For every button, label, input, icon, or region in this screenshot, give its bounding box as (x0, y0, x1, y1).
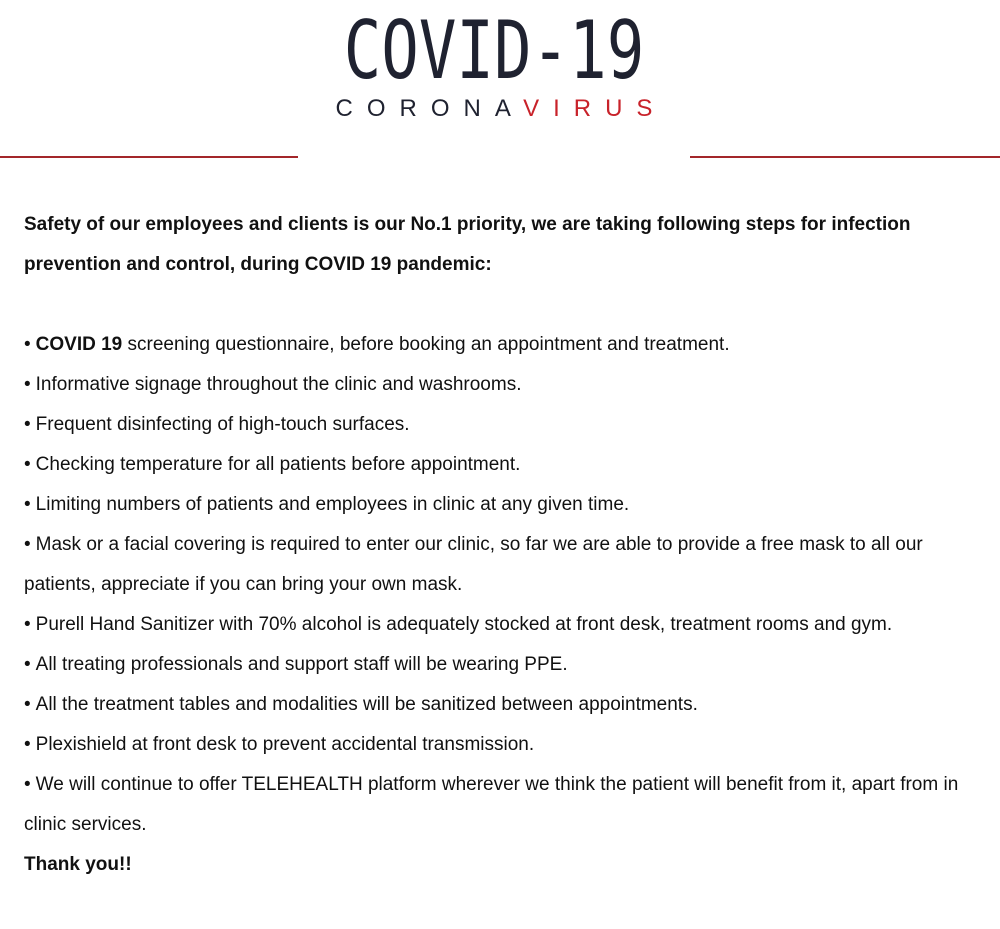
bullet-icon: • (24, 654, 31, 675)
bullet-icon: • (24, 774, 31, 795)
measures-list (24, 325, 984, 845)
bullet-icon: • (24, 414, 31, 435)
list-item (24, 765, 984, 845)
bullet-icon: • (24, 614, 31, 635)
list-item (24, 725, 984, 765)
list-item (24, 525, 984, 605)
list-item-bold: COVID 19 (35, 334, 123, 355)
list-item-text: Purell Hand Sanitizer with 70% alcohol is adequately stocked at front desk, treatment rooms and gym. (35, 614, 893, 635)
logo-subtitle (298, 94, 690, 124)
list-item-text: screening questionnaire, before booking an appointment and treatment. (122, 334, 730, 355)
list-item (24, 445, 984, 485)
header (0, 0, 1000, 170)
list-item-text: Mask or a facial covering is required to enter our clinic, so far we are able to provide a free mask to all our patients, appreciate if you can bring your own mask. (24, 534, 923, 595)
bullet-icon: • (24, 374, 31, 395)
intro-statement: Safety of our employees and clients is our No.1 priority, we are taking following steps for infection prevention and control, during COVID 19 pandemic: (24, 214, 911, 275)
list-item (24, 365, 984, 405)
covid-logo (298, 0, 690, 160)
bullet-icon: • (24, 494, 31, 515)
list-item (24, 685, 984, 725)
spacer (24, 285, 984, 325)
bullet-icon: • (24, 454, 31, 475)
bullet-icon: • (24, 694, 31, 715)
list-item (24, 325, 984, 365)
list-item-text: Frequent disinfecting of high-touch surfaces. (35, 414, 410, 435)
bullet-icon: • (24, 334, 31, 355)
logo-subtitle-dark: CORONA (335, 95, 524, 122)
list-item-text: Checking temperature for all patients before appointment. (35, 454, 521, 475)
list-item-text: Limiting numbers of patients and employees in clinic at any given time. (35, 494, 630, 515)
list-item (24, 605, 984, 645)
list-item (24, 645, 984, 685)
list-item-text: Informative signage throughout the clinic and washrooms. (35, 374, 522, 395)
notice-content (24, 205, 984, 885)
logo-subtitle-red: VIRUS (523, 95, 667, 122)
list-item-text: Plexishield at front desk to prevent accidental transmission. (35, 734, 535, 755)
list-item-text: We will continue to offer TELEHEALTH platform wherever we think the patient will benefit from it, apart from in clinic services. (24, 774, 959, 835)
list-item (24, 485, 984, 525)
list-item (24, 405, 984, 445)
list-item-text: All treating professionals and support staff will be wearing PPE. (35, 654, 568, 675)
bullet-icon: • (24, 534, 31, 555)
bullet-icon: • (24, 734, 31, 755)
logo-title: COVID-19 (343, 4, 645, 97)
header-rule-right (690, 156, 1000, 158)
list-item-text: All the treatment tables and modalities will be sanitized between appointments. (35, 694, 698, 715)
closing-thanks: Thank you!! (24, 854, 132, 875)
header-rule-left (0, 156, 298, 158)
